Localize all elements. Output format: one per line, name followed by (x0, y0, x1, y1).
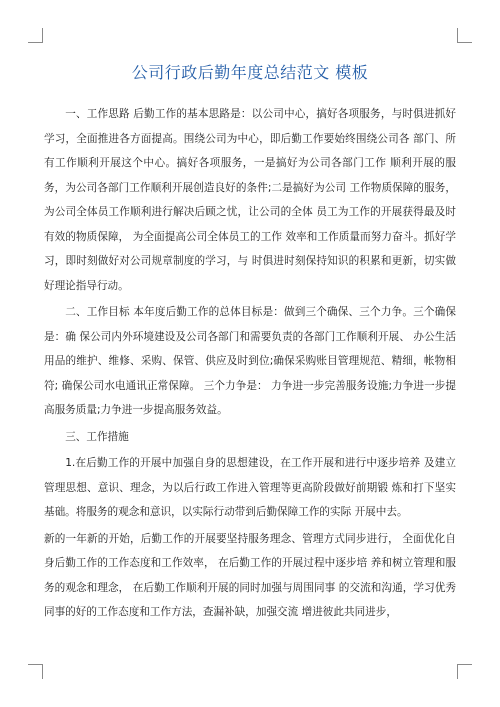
crop-mark-top-left (28, 28, 43, 43)
paragraph-measure-1: 1.在后勤工作的开展中加强自身的思想建设，在工作开展和进行中逐步培养 及建立管理思想、意识、理念，为以后行政工作进入管理等更高阶段做好前期锻 炼和打下坚实基础。将服务的观念和意识，以实际行动带到后勤保障工作的实际 开展中去。 (44, 457, 456, 518)
crop-mark-bottom-right (457, 664, 472, 679)
document-page (44, 62, 456, 625)
section-heading-measures: 三、工作措施 (65, 430, 129, 443)
paragraph-work-ideas: 一、工作思路 后勤工作的基本思路是：以公司中心，搞好各项服务，与时俱进抓好学习，全面推进各方面提高。围绕公司为中心，即后勤工作要始终围绕公司各 部门、所有工作顺利开展这个中心。搞好各项服务，一是搞好为公司各部门工作 顺利开展的服务，为公司各部门工作顺利开展创造良好的条件;二是搞好为公司 工作物质保障的服务，为公司全体员工作顺利进行解决后顾之忧，让公司的全体 员工为工作的开展获得最及时有效的物质保障， 为全面提高公司全体员工的工作 效率和工作质量而努力奋斗。抓好学习，即时刻做好对公司规章制度的学习，与 时俱进时刻保持知识的积累和更新，切实做好理论指导行动。 (44, 108, 456, 292)
paragraph-work-goals: 二、工作目标 本年度后勤工作的总体目标是：做到三个确保、三个力争。三个确保是：确 保公司内外环境建设及公司各部门和需要负责的各部门工作顺利开展、 办公生活 用品的维护、维修、采购、保管、供应及时到位;确保采购账目管理规范、精细，帐物相符; 确保公司水电通讯正常保障。 三个力争是： 力争进一步完善服务设施;力争进一步提高服务质量;力争进一步提高服务效益。 (44, 306, 456, 416)
paragraph-new-year: 新的一年新的开始，后勤工作的开展要坚持服务理念、管理方式同步进行， 全面优化自身后勤工作的工作态度和工作效率， 在后勤工作的开展过程中逐步培 养和树立管理和服务的观念和理念， 在后勤工作顺利开展的同时加强与周围同事 的交流和沟通，学习优秀同事的好的工作态度和工作方法，查漏补缺，加强交流 增进彼此共同进步， (44, 532, 456, 618)
crop-mark-bottom-left (28, 664, 43, 679)
crop-mark-top-right (457, 28, 472, 43)
document-title: 公司行政后勤年度总结范文 模板 (131, 63, 369, 82)
